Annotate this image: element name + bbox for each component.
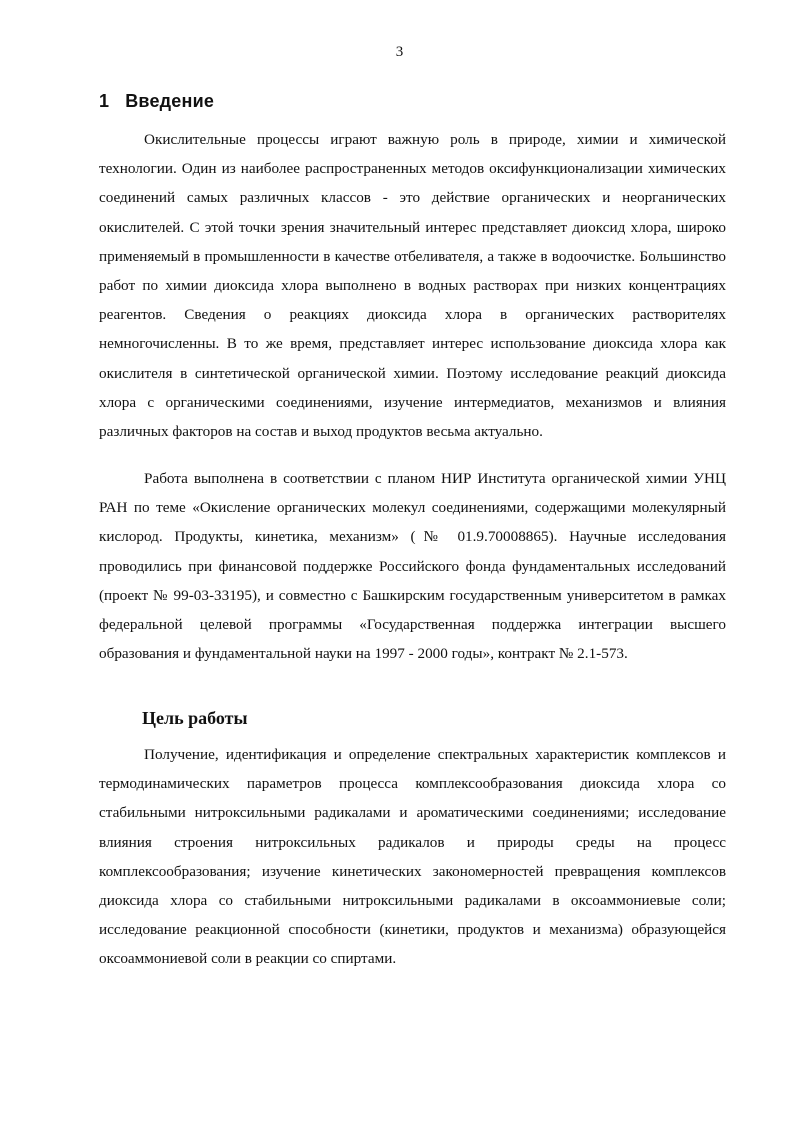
goal-heading: Цель работы xyxy=(142,708,248,728)
intro-paragraph-1: Окислительные процессы играют важную роль в природе, химии и химической технологии. Один из наиболее распространенных методов оксифункционализации химических соединений самых различных классов - это действие органических и неорганических окислителей. С этой точки зрения значительный интерес представляет диоксид хлора, широко применяемый в промышленности в качестве отбеливателя, а также в водоочистке. Большинство работ по химии диоксида хлора выполнено в водных растворах при низких концентрациях реагентов. Сведения о реакциях диоксида хлора в органических растворителях немногочисленны. В то же время, представляет интерес использование диоксида хлора как окислителя в синтетической органической химии. Поэтому исследование реакций диоксида хлора с органическими соединениями, изучение интермедиатов, механизмов и влияния различных факторов на состав и выход продуктов весьма актуально. xyxy=(99,131,726,441)
chapter-title: Введение xyxy=(125,91,215,111)
page-number: 3 xyxy=(395,44,404,60)
goal-paragraph: Получение, идентификация и определение спектральных характеристик комплексов и термодинамических параметров процесса комплексообразования диоксида хлора со стабильными нитроксильными радикалами и ароматическими соединениями; исследование влияния строения нитроксильных радикалов и природы среды на процесс комплексообразования; изучение кинетических закономерностей превращения комплексов диоксида хлора со стабильными нитроксильными радикалами в оксоаммониевые соли; исследование реакционной способности (кинетики, продуктов и механизма) образующейся оксоаммониевой соли в реакции со спиртами. xyxy=(99,746,726,968)
chapter-heading xyxy=(99,91,214,112)
chapter-number: 1 xyxy=(99,91,110,111)
intro-paragraph-2: Работа выполнена в соответствии с планом НИР Института органической химии УНЦ РАН по теме «Окисление органических молекул соединениями, содержащими молекулярный кислород. Продукты, кинетика, механизм» (№ 01.9.70008865). Научные исследования проводились при финансовой поддержке Российского фонда фундаментальных исследований (проект № 99-03-33195), и совместно с Башкирским государственным университетом в рамках федеральной целевой программы «Государственная поддержка интеграции высшего образования и фундаментальной науки на 1997 - 2000 годы», контракт № 2.1-573. xyxy=(99,470,726,663)
